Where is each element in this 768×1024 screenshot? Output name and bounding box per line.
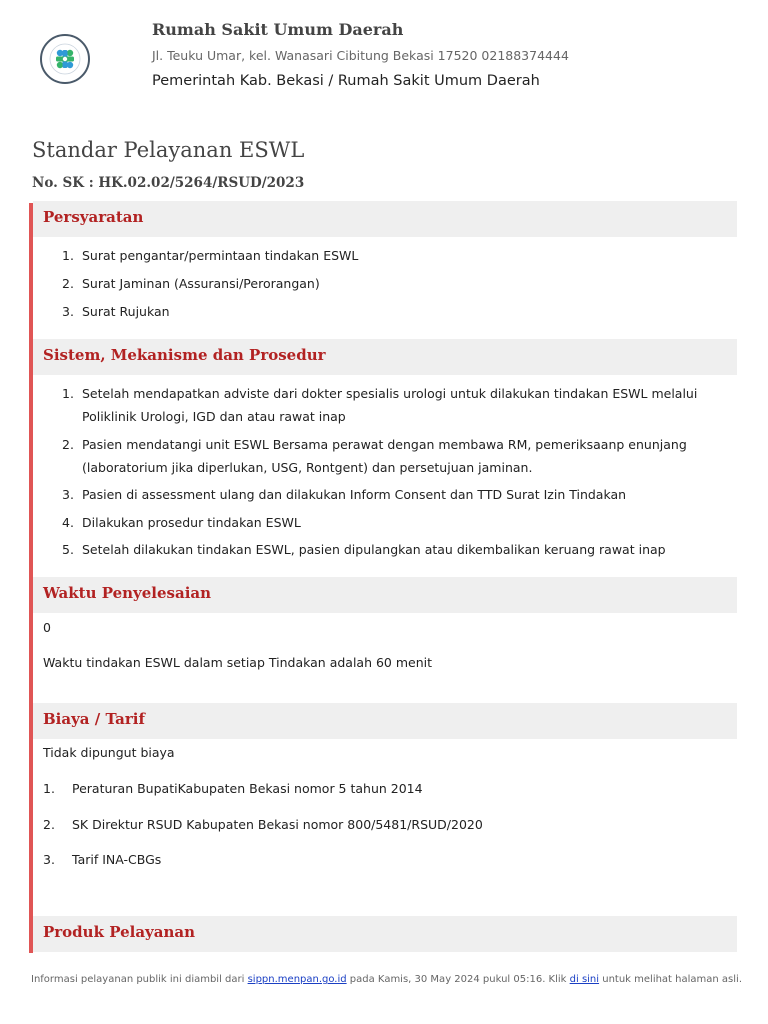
list-text: Dilakukan prosedur tindakan ESWL [82, 515, 301, 530]
list-item [62, 538, 722, 561]
list-text: Pasien di assessment ulang dan dilakukan Inform Consent dan TTD Surat Izin Tindakan [82, 487, 627, 502]
waktu-value: 0 [43, 620, 51, 635]
org-subtitle: Pemerintah Kab. Bekasi / Rumah Sakit Umum Daerah [152, 73, 540, 89]
biaya-note: Tidak dipungut biaya [43, 745, 175, 760]
list-text: Peraturan BupatiKabupaten Bekasi nomor 5 tahun 2014 [72, 781, 423, 796]
source-link[interactable]: sippn.menpan.go.id [247, 974, 347, 985]
list-text: SK Direktur RSUD Kabupaten Bekasi nomor 800/5481/RSUD/2020 [72, 817, 483, 832]
list-item [62, 433, 722, 479]
page-title: Standar Pelayanan ESWL [32, 138, 305, 162]
list-text: Surat Jaminan (Assuransi/Perorangan) [82, 276, 320, 291]
rsud-logo-icon [40, 34, 90, 84]
section-header-produk [33, 916, 737, 952]
list-number: 4. [62, 515, 74, 530]
list-number: 2. [62, 437, 74, 452]
list-text: Tarif INA-CBGs [72, 852, 162, 867]
list-number: 3. [43, 852, 55, 867]
section-header-biaya [33, 703, 737, 739]
page-header [0, 0, 768, 110]
section-title: Sistem, Mekanisme dan Prosedur [43, 346, 326, 364]
footer-suffix: untuk melihat halaman asli. [599, 974, 742, 985]
list-number: 1. [62, 386, 74, 401]
org-name: Rumah Sakit Umum Daerah [152, 20, 404, 39]
footer-note [31, 974, 751, 985]
section-header-waktu [33, 577, 737, 613]
list-number: 1. [62, 248, 74, 263]
list-text: Setelah mendapatkan adviste dari dokter spesialis urologi untuk dilakukan tindakan ESWL melalui Poliklinik Urologi, IGD dan atau rawat inap [82, 386, 698, 424]
section-title: Produk Pelayanan [43, 923, 195, 941]
list-item [62, 272, 722, 295]
list-text: Surat pengantar/permintaan tindakan ESWL [82, 248, 359, 263]
org-address: Jl. Teuku Umar, kel. Wanasari Cibitung Bekasi 17520 02188374444 [152, 48, 569, 63]
list-number: 2. [43, 817, 55, 832]
footer-middle: pada Kamis, 30 May 2024 pukul 05:16. Klik [346, 974, 570, 985]
list-text: Setelah dilakukan tindakan ESWL, pasien dipulangkan atau dikembalikan keruang rawat inap [82, 542, 666, 557]
list-number: 3. [62, 304, 74, 319]
list-number: 1. [43, 781, 55, 796]
list-number: 3. [62, 487, 74, 502]
list-number: 2. [62, 276, 74, 291]
list-item [62, 483, 722, 506]
section-title: Biaya / Tarif [43, 710, 145, 728]
section-header-prosedur [33, 339, 737, 375]
list-item [62, 244, 722, 267]
waktu-note: Waktu tindakan ESWL dalam setiap Tindakan adalah 60 menit [43, 655, 433, 670]
list-item [62, 382, 722, 428]
section-title: Waktu Penyelesaian [43, 584, 212, 602]
list-text: Surat Rujukan [82, 304, 170, 319]
list-item [62, 511, 722, 534]
list-number: 5. [62, 542, 74, 557]
list-text: Pasien mendatangi unit ESWL Bersama perawat dengan membawa RM, pemeriksaanp enunjang (laboratorium jika diperlukan, USG, Rontgent) dan persetujuan jaminan. [82, 437, 687, 475]
section-header-persyaratan [33, 201, 737, 237]
footer-prefix: Informasi pelayanan publik ini diambil dari [31, 974, 248, 985]
section-title: Persyaratan [43, 208, 144, 226]
sk-number: No. SK : HK.02.02/5264/RSUD/2023 [32, 175, 305, 191]
original-page-link[interactable]: di sini [569, 974, 600, 985]
list-item [62, 300, 722, 323]
